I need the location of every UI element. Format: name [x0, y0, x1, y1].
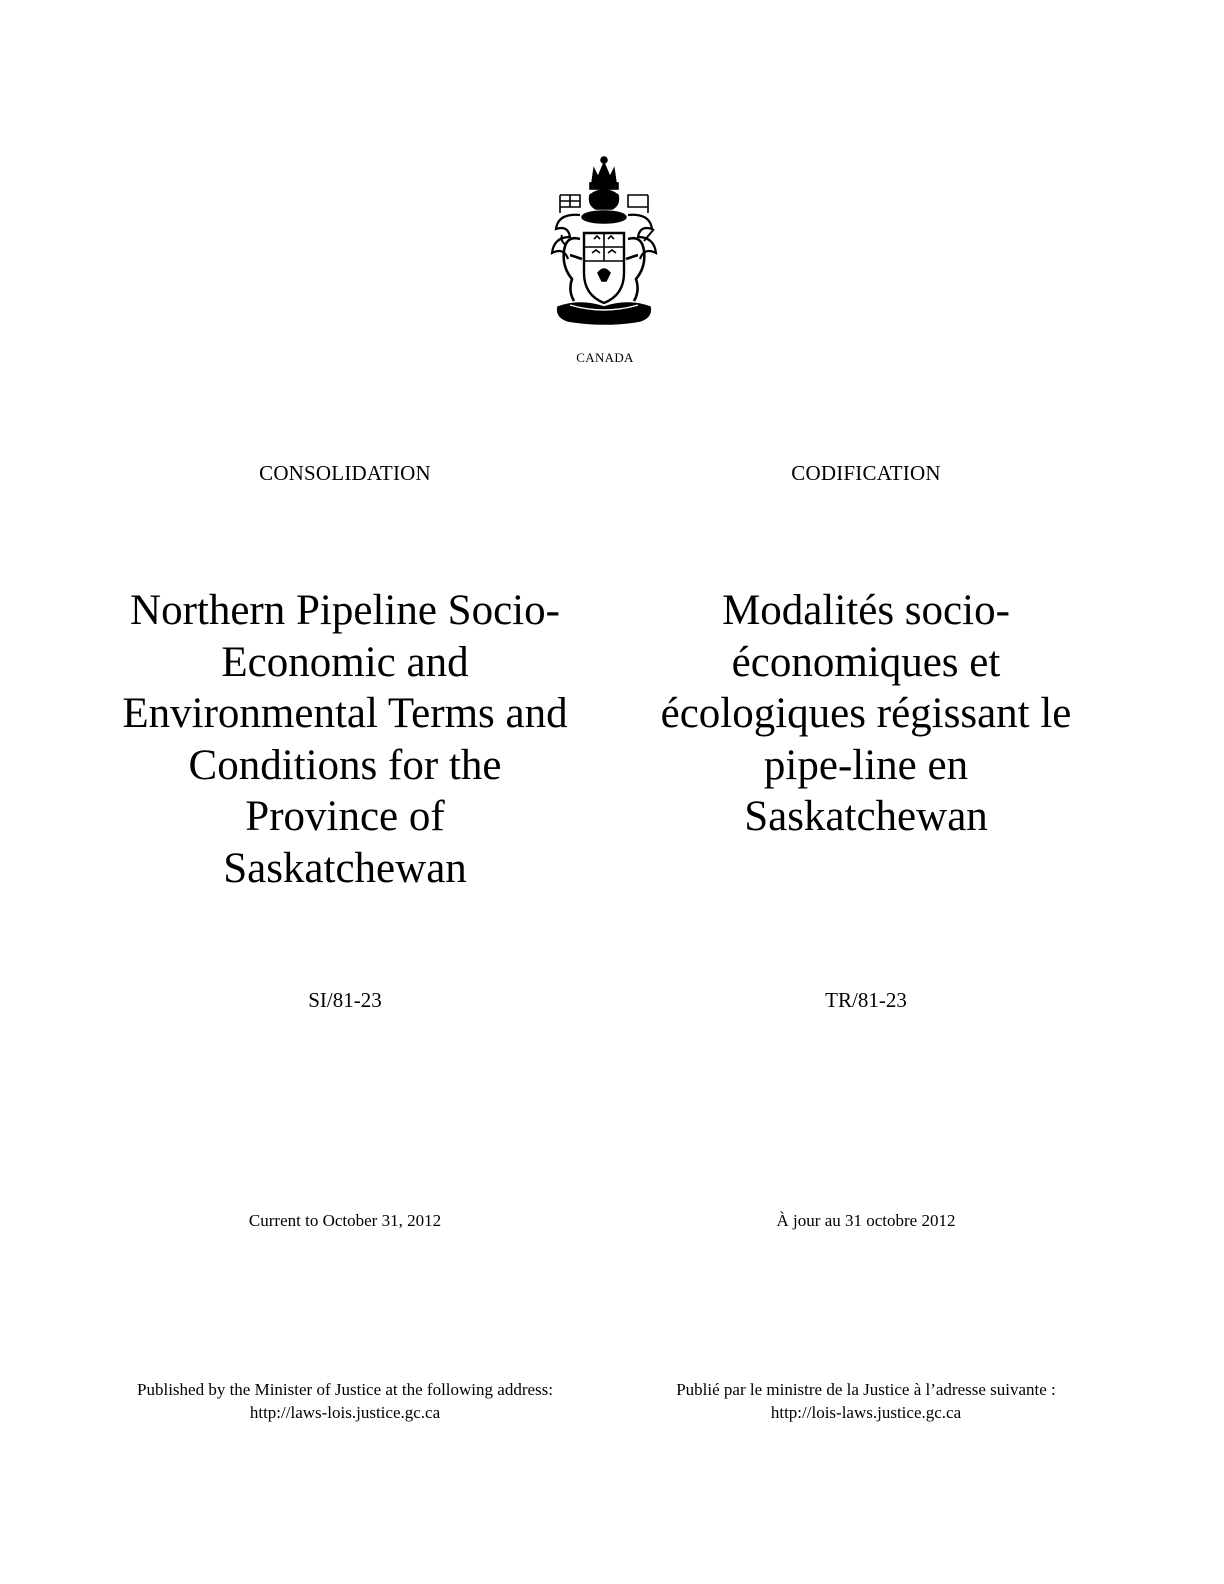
french-heading: CODIFICATION	[791, 461, 941, 485]
english-title-line: Economic and	[221, 638, 469, 686]
french-title-line: pipe-line en	[763, 741, 969, 789]
english-citation: SI/81-23	[308, 988, 382, 1012]
french-title-line: écologiques régissant le	[660, 690, 1072, 737]
country-label: CANADA	[576, 350, 634, 365]
french-title-line: Modalités socio-	[722, 587, 1010, 634]
french-title-line: économiques et	[731, 638, 1001, 686]
french-title	[626, 585, 1106, 843]
english-current-date: Current to October 31, 2012	[248, 1211, 442, 1230]
english-url-link[interactable]: http://laws-lois.justice.gc.ca	[249, 1403, 441, 1422]
french-title-line: Saskatchewan	[744, 793, 988, 840]
english-title-line: Northern Pipeline Socio-	[130, 587, 560, 634]
french-publisher-line: Publié par le ministre de la Justice à l’adresse suivante :	[676, 1380, 1056, 1399]
english-title	[90, 585, 600, 894]
english-publisher-line: Published by the Minister of Justice at the following address:	[137, 1380, 553, 1399]
english-title-line: Province of	[245, 793, 445, 840]
coat-of-arms-icon	[540, 155, 668, 330]
french-citation: TR/81-23	[825, 988, 907, 1012]
english-title-line: Conditions for the	[188, 741, 502, 789]
french-current-date: À jour au 31 octobre 2012	[776, 1211, 956, 1230]
english-heading: CONSOLIDATION	[259, 461, 431, 485]
english-publisher	[90, 1378, 600, 1424]
french-url-link[interactable]: http://lois-laws.justice.gc.ca	[770, 1403, 962, 1422]
english-title-line: Environmental Terms and	[122, 690, 568, 737]
english-title-line: Saskatchewan	[223, 844, 467, 892]
french-publisher	[626, 1378, 1106, 1424]
